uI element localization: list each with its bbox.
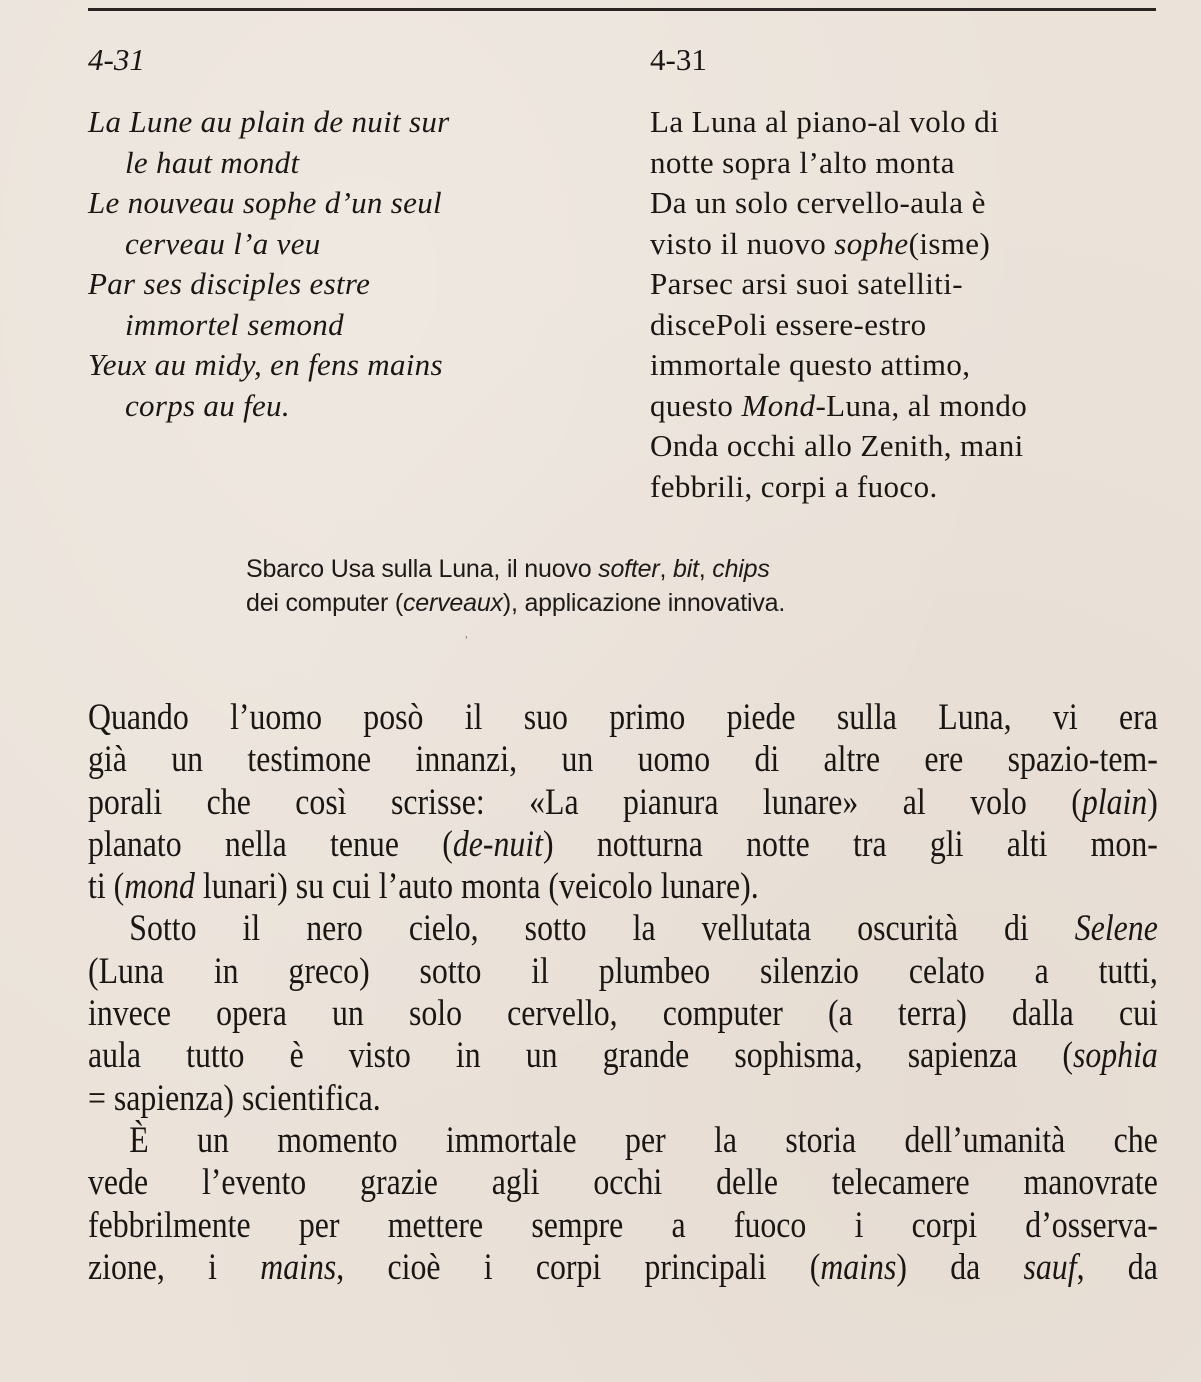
text-run: Quando l’uomo posò il suo primo piede sulla Luna, vi era (88, 697, 1158, 738)
prose-line (88, 739, 1158, 781)
prose-line (88, 824, 1158, 866)
prose-line (88, 866, 1158, 908)
caption-line (246, 586, 1046, 620)
prose-line (88, 1205, 1158, 1247)
text-run: questo (650, 387, 742, 423)
italic-term: sophia (1072, 1035, 1158, 1077)
prose-line (88, 993, 1158, 1035)
verse-line: La Lune au plain de nuit sur (88, 104, 450, 139)
text-run: zione, i (88, 1246, 261, 1288)
italic-term: mains (820, 1246, 897, 1288)
text-run: (isme) (908, 225, 991, 261)
text-run: febbrili, corpi a fuoco. (650, 468, 938, 504)
verse-line (650, 467, 1150, 508)
italic-term: cerveaux (403, 589, 503, 617)
text-run: (Luna in greco) sotto il plumbeo silenzio celato a tutti, (88, 950, 1158, 992)
text-run: discePoli essere-estro (650, 306, 927, 342)
text-run: La Luna al piano-al volo di (650, 104, 1000, 139)
caption-line (246, 552, 1046, 586)
text-run: vede l’evento grazie agli occhi delle telecamere manovrate (88, 1162, 1158, 1204)
text-run: notte sopra l’alto monta (650, 144, 955, 180)
verse-line (650, 305, 1150, 346)
verse-line: corps au feu. (125, 387, 290, 423)
text-run: già un testimone innanzi, un uomo di altre ere spazio-tem- (88, 739, 1158, 781)
prose-line (88, 1078, 1158, 1120)
text-run: ti ( (88, 866, 125, 908)
italic-term: sophe (834, 225, 909, 261)
text-run: aula tutto è visto in un grande sophisma, sapienza ( (88, 1035, 1073, 1077)
verse-line (650, 386, 1150, 427)
verse-line: cerveau l’a veu (125, 225, 321, 261)
prose-line (88, 1035, 1158, 1077)
verse-line: Par ses disciples estre (88, 266, 371, 301)
verse-line: immortel semond (125, 306, 344, 342)
italic-term: bit (672, 555, 699, 583)
text-run: invece opera un solo cervello, computer (a terra) dalla cui (88, 993, 1158, 1035)
text-run: lunari) su cui l’auto monta (veicolo lunare). (194, 866, 759, 908)
verse-number-translation: 4-31 (650, 42, 707, 77)
verse-line (650, 264, 1150, 305)
italic-term: chips (712, 555, 770, 583)
body-text (88, 697, 1158, 1289)
verse-line: le haut mondt (125, 144, 300, 180)
scan-mark: ˒ (464, 628, 469, 643)
text-run: Sotto il nero cielo, sotto la vellutata oscurità di (129, 908, 1075, 950)
verse-line (650, 345, 1150, 386)
verse-line (650, 224, 1150, 265)
text-run: È un momento immortale per la storia dell’umanità che (129, 1119, 1158, 1161)
verse-line (650, 102, 1150, 143)
text-run: Sbarco Usa sulla Luna, il nuovo (246, 555, 599, 583)
prose-line (88, 908, 1158, 950)
header-rule (88, 8, 1156, 11)
italic-term: mond (124, 866, 195, 908)
italic-term: Mond (741, 387, 816, 423)
verse-line (650, 426, 1150, 467)
italic-term: plain (1081, 781, 1148, 823)
prose-line (88, 782, 1158, 824)
text-run: febbrilmente per mettere sempre a fuoco i corpi d’osserva- (88, 1204, 1158, 1246)
text-run: , (698, 555, 713, 583)
italic-term: softer (598, 555, 660, 583)
text-run: = sapienza) scientifica. (88, 1077, 381, 1119)
prose-line (88, 697, 1158, 739)
verse-original-lines (88, 102, 588, 426)
verse-translation-lines (650, 102, 1150, 507)
prose-line (88, 1162, 1158, 1204)
italic-term: sauf (1023, 1246, 1077, 1288)
text-run: ) notturna notte tra gli alti mon- (542, 823, 1158, 865)
text-run: -Luna, al mondo (815, 387, 1028, 423)
text-run: ) (1147, 781, 1158, 823)
text-run: porali che così scrisse: «La pianura lunare» al volo ( (88, 781, 1082, 823)
text-run: ), applicazione innovativa. (502, 589, 786, 617)
verse-line (650, 183, 1150, 224)
text-run: immortale questo attimo, (650, 347, 971, 382)
verse-caption (246, 552, 1046, 620)
text-run: , da (1076, 1246, 1158, 1288)
text-run: planato nella tenue ( (88, 823, 453, 865)
text-run: Da un solo cervello-aula è (650, 185, 986, 220)
verse-line (650, 143, 1150, 184)
italic-term: de-nuit (452, 823, 543, 865)
prose-line (88, 1120, 1158, 1162)
text-run: Parsec arsi suoi satelliti- (650, 266, 963, 301)
text-run: Onda occhi allo Zenith, mani (650, 428, 1024, 463)
prose-line (88, 1247, 1158, 1289)
italic-term: mains (260, 1246, 337, 1288)
prose-line (88, 951, 1158, 993)
verse-line: Le nouveau sophe d’un seul (88, 185, 442, 220)
text-run: dei computer ( (246, 589, 403, 617)
text-run: , cioè i corpi principali ( (336, 1246, 821, 1288)
verse-translation-column (650, 40, 1150, 507)
text-run: visto il nuovo (650, 225, 835, 261)
verse-original-column (88, 40, 588, 426)
verse-line: Yeux au midy, en fens mains (88, 347, 443, 382)
text-run: ) da (896, 1246, 1024, 1288)
text-run: , (659, 555, 673, 583)
italic-term: Selene (1074, 908, 1158, 950)
verse-number-original: 4-31 (88, 42, 145, 77)
